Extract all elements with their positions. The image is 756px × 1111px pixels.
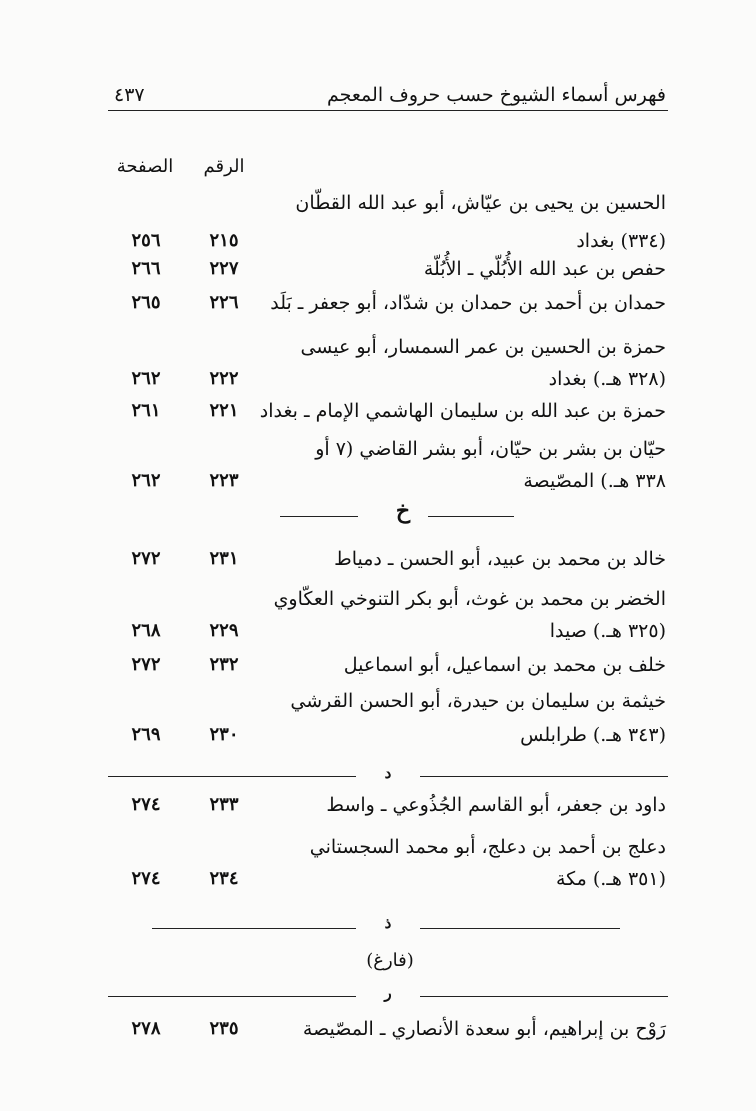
- entry-number: ٢١٥: [209, 230, 239, 251]
- entry-page: ٢٦٩: [131, 724, 161, 745]
- entry-line: رَوْح بن إبراهيم، أبو سعدة الأنصاري ـ المصّيصة: [302, 1018, 666, 1040]
- entry-number: ٢٢٧: [209, 258, 239, 279]
- section-empty-note: (فارغ): [366, 950, 414, 971]
- section-letter-ra: ر: [384, 984, 392, 1002]
- section-letter-kha: خ: [395, 498, 411, 524]
- entry-line: خالد بن محمد بن عبيد، أبو الحسن ـ دمياط: [334, 548, 666, 570]
- column-header-number: الرقم: [203, 156, 245, 177]
- entry-page: ٢٧٤: [131, 868, 161, 889]
- entry-line: (٣٢٥ هـ.) صيدا: [549, 620, 666, 642]
- entry-line: خيثمة بن سليمان بن حيدرة، أبو الحسن القرشي: [290, 690, 666, 712]
- entry-line: ٣٣٨ هـ.) المصّيصة: [523, 470, 666, 492]
- entry-page: ٢٧٢: [131, 548, 161, 569]
- entry-page: ٢٦٢: [131, 470, 161, 491]
- entry-number: ٢٢٩: [209, 620, 239, 641]
- entry-number: ٢٢٣: [209, 470, 239, 491]
- section-letter-dhal: ذ: [384, 914, 392, 932]
- entry-line: الحسين بن يحيى بن عيّاش، أبو عبد الله القطّان: [295, 192, 666, 214]
- entry-number: ٢٣٣: [209, 794, 239, 815]
- entry-number: ٢٣٢: [209, 654, 239, 675]
- entry-number: ٢٣٥: [209, 1018, 239, 1039]
- entry-line: (٣٢٨ هـ.) بغداد: [548, 368, 666, 390]
- entry-line: (٣٣٤) بغداد: [576, 230, 666, 252]
- entry-line: حمدان بن أحمد بن حمدان بن شدّاد، أبو جعفر ـ بَلَد: [270, 292, 666, 314]
- section-letter-dal: د: [384, 764, 392, 782]
- entry-line: خلف بن محمد بن اسماعيل، أبو اسماعيل: [343, 654, 666, 676]
- entry-number: ٢٢١: [209, 400, 239, 421]
- entry-line: حيّان بن بشر بن حيّان، أبو بشر القاضي (٧ أو: [315, 438, 666, 460]
- entry-line: الخضر بن محمد بن غوث، أبو بكر التنوخي العكّاوي: [273, 588, 666, 610]
- entry-line: دعلج بن أحمد بن دعلج، أبو محمد السجستاني: [309, 836, 666, 858]
- entry-page: ٢٧٢: [131, 654, 161, 675]
- entry-number: ٢٣٤: [209, 868, 239, 889]
- entry-number: ٢٣٠: [209, 724, 239, 745]
- entry-number: ٢٢٦: [209, 292, 239, 313]
- entry-line: حمزة بن عبد الله بن سليمان الهاشمي الإمام ـ بغداد: [259, 400, 666, 422]
- entry-page: ٢٧٤: [131, 794, 161, 815]
- entry-line: حفص بن عبد الله الأُبُلّي ـ الأُبُلّة: [423, 258, 666, 280]
- entry-line: (٣٥١ هـ.) مكة: [555, 868, 666, 890]
- entry-page: ٢٦٢: [131, 368, 161, 389]
- entry-number: ٢٣١: [209, 548, 239, 569]
- entry-page: ٢٦١: [131, 400, 161, 421]
- entry-line: (٣٤٣ هـ.) طرابلس: [520, 724, 666, 746]
- entry-page: ٢٧٨: [131, 1018, 161, 1039]
- entry-page: ٢٦٥: [131, 292, 161, 313]
- entry-number: ٢٢٢: [209, 368, 239, 389]
- column-header-page: الصفحة: [116, 156, 174, 177]
- page-number: ٤٣٧: [114, 84, 145, 106]
- entry-line: داود بن جعفر، أبو القاسم الجُذُوعي ـ واسط: [326, 794, 666, 816]
- entry-page: ٢٦٦: [131, 258, 161, 279]
- entry-line: حمزة بن الحسين بن عمر السمسار، أبو عيسى: [300, 336, 666, 358]
- entry-page: ٢٦٨: [131, 620, 161, 641]
- entry-page: ٢٥٦: [131, 230, 161, 251]
- running-header-title: فهرس أسماء الشيوخ حسب حروف المعجم: [326, 84, 666, 106]
